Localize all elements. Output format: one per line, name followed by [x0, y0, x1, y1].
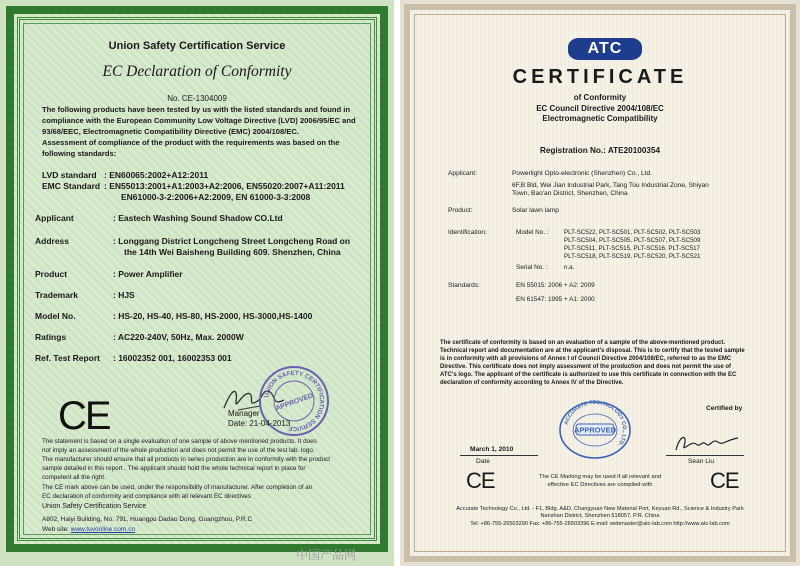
r-model-label: Model No. : — [516, 229, 549, 236]
left-stamp-center-text: APPROVED — [274, 392, 315, 413]
r-body-line: Directive. This certificate does not imply assessment of the production and does not permit the use of — [440, 364, 732, 370]
r-body-line: is in conformity with all provisions of Annex I of Council Directive 2004/108/EC, referred to as the EMC — [440, 356, 732, 362]
ce-note-line: effective EC Directives are complied with — [547, 482, 653, 488]
left-stamp-ring-text: UNION SAFETY CERTIFICATION SERVICE — [263, 369, 326, 433]
right-stamp-center-text: APPROVED — [573, 425, 617, 435]
r-serial-label: Serial No. : — [516, 264, 548, 271]
trademark-label: Trademark — [35, 290, 78, 300]
right-footer-line: Nanshan District, Shenzhen 518057, P.R. China — [540, 513, 660, 519]
address-value-cont: the 14th Wei Baisheng Building 609. Shenzhen, China — [124, 247, 341, 257]
date-line — [460, 455, 538, 456]
web-site-link[interactable]: www.tuvonline.com.cn — [70, 526, 136, 533]
r-body-line: declaration of conformity according to Annex IV of the Directive. — [440, 380, 624, 386]
r-model-line: PLT-SC522, PLT-SC501, PLT-SC502, PLT-SC503 — [564, 229, 701, 236]
left-intro-line: compliance with the European Community Low Voltage Directive (LVD) 2006/95/EC and — [42, 116, 356, 125]
r-model-line: PLT-SC511, PLT-SC515, PLT-SC516, PLT-SC517 — [564, 245, 700, 252]
ce-mark-left: CE — [466, 468, 495, 493]
test-report-value: : 16002352 001, 16002353 001 — [113, 353, 232, 363]
atc-approved-stamp — [558, 400, 632, 460]
certified-by: Certified by — [706, 405, 743, 412]
right-certificate — [400, 0, 800, 566]
issue-date: March 1, 2010 — [470, 446, 514, 453]
left-footer-org: Union Safety Certification Service — [42, 503, 147, 510]
left-title: EC Declaration of Conformity — [102, 63, 292, 80]
r-model-line: PLT-SC504, PLT-SC505, PLT-SC507, PLT-SC509 — [564, 237, 701, 244]
emc-value: : EN55013:2001+A1:2003+A2:2006, EN55020:2007+A11:2011 — [104, 181, 345, 191]
r-standard: EN 55015: 2006 + A2: 2009 — [516, 282, 595, 289]
trademark-value: : HJS — [113, 290, 135, 300]
ratings-label: Ratings — [35, 332, 67, 342]
left-intro-line: Assessment of compliance of the product with the requirements was based on the — [42, 138, 340, 147]
left-note-line: competent all the right. — [42, 474, 106, 481]
address-label: Address — [35, 236, 70, 246]
lvd-value: : EN60065:2002+A12:2011 — [104, 170, 209, 180]
left-note-line: EC declaration of conformity and compliance with all relevant EC directives — [42, 493, 251, 500]
lvd-label: LVD standard — [42, 170, 97, 180]
r-address-line: 6F,B Bld, Wei Jian Industrial Park, Tang Tou Industrial Zone, Shiyan — [512, 182, 709, 189]
right-subtitle: of Conformity — [573, 93, 627, 102]
model-label: Model No. — [35, 311, 76, 321]
r-body-line: The certificate of conformity is based on an evaluation of a sample of the above-mentioned product. — [440, 340, 726, 346]
web-site-label: Web site: — [42, 526, 71, 533]
address-value: : Longgang District Longcheng Street Longcheng Road on — [113, 236, 351, 246]
atc-logo: ATC — [568, 38, 642, 60]
r-applicant-value: Powerlight Opto-electronic (Shenzhen) Co., Ltd. — [512, 170, 653, 177]
signature-image — [672, 428, 742, 456]
signature-line — [666, 455, 744, 456]
ratings-value: : AC220-240V, 50Hz, Max. 2000W — [113, 332, 244, 342]
product-value: : Power Amplifier — [113, 269, 183, 279]
r-product-label: Product: — [448, 207, 473, 214]
manager-label: Manager — [228, 409, 260, 418]
left-intro-line: 93/68/EEC, Electromagnetic Compatibility Directive (EMC) 2004/108/EC. — [42, 127, 300, 136]
right-stamp-ring-text: ACCURATE TECHNOLOGY CO., LTD. — [563, 400, 628, 447]
ce-note-line: The CE Marking may be used if all relevant and — [538, 474, 662, 480]
emc-value-cont: EN61000-3-2:2006+A2:2009, EN 61000-3-3:2008 — [121, 192, 311, 202]
r-serial-value: n.a. — [564, 264, 575, 271]
left-certificate — [0, 0, 394, 566]
watermark: 中国产品网 — [296, 548, 357, 562]
right-footer-line: Accurate Technology Co., Ltd. - F1, Bldg. A&D, Changyuan New Material Port, Keyuan Rd., Science & Industry Park — [456, 506, 744, 512]
left-note-line: not imply an assessment of the whole production and does not permit the use of the test lab. logo. — [42, 447, 315, 454]
left-footer-address: A802, Haiyi Building, No. 791, Huangpu Dadao Dong, Guangzhou, P.R.C — [42, 516, 253, 523]
product-label: Product — [35, 269, 68, 279]
left-note-line: sample detailed in this report . The applicant should hold the whole technical report in place for — [42, 465, 306, 472]
right-emc: Electromagnetic Compatibility — [542, 114, 658, 123]
left-date: Date: 21-04-2013 — [228, 419, 291, 428]
left-intro-line: The following products have been tested by us with the listed standards and found in — [42, 105, 350, 114]
ce-mark: CE — [58, 394, 110, 438]
right-directive: EC Council Directive 2004/108/EC — [536, 104, 664, 113]
r-model-line: PLT-SC518, PLT-SC519, PLT-SC520, PLT-SC521 — [564, 253, 701, 260]
r-address-line: Town, Bao'an District, Shenzhen, China — [512, 190, 628, 197]
left-organization: Union Safety Certification Service — [108, 40, 286, 52]
r-product-value: Solar lawn lamp — [512, 207, 559, 214]
applicant-label: Applicant — [35, 213, 74, 223]
r-standard: EN 61547: 1995 + A1: 2000 — [516, 296, 595, 303]
registration-number: Registration No.: ATE20100354 — [539, 146, 661, 155]
right-title: CERTIFICATE — [512, 66, 688, 88]
left-cert-number: No. CE-1304009 — [167, 94, 227, 103]
r-identification-label: Identification: — [448, 229, 487, 236]
applicant-value: : Eastech Washing Sound Shadow CO.Ltd — [113, 213, 283, 223]
left-footer-web — [42, 526, 135, 533]
model-value: : HS-20, HS-40, HS-80, HS-2000, HS-3000,HS-1400 — [113, 311, 313, 321]
date-label: Date — [476, 458, 490, 465]
emc-label: EMC Standard — [42, 181, 101, 191]
signer-name: Sean Liu — [688, 458, 715, 465]
r-body-line: ATC's logo. The applicant of the certificate is authorized to use this certificate in connection with the EC — [440, 372, 737, 378]
ce-mark-right: CE — [710, 468, 739, 493]
left-note-line: The CE mark above can be used, under the responsibility of manufacturer. After completion of an — [42, 484, 313, 491]
left-note-line: The manufacturer should ensure that all products in series production are in conformity with the product — [42, 456, 331, 463]
left-intro-line: following standards: — [42, 149, 117, 158]
r-applicant-label: Applicant: — [448, 170, 477, 177]
right-footer-line: Tel: +86-755-26503290 Fax: +86-755-26503396 E-mail: webmaster@atc-lab.com http://www.atc-lab.com — [470, 521, 730, 527]
left-note-line: The statement is based on a single evaluation of one sample of above mentioned products. It does — [42, 438, 317, 445]
test-report-label: Ref. Test Report — [35, 353, 101, 363]
r-standards-label: Standards: — [448, 282, 480, 289]
r-body-line: Technical report and documentation are at the applicant's disposal. This is to certify that the tested sample — [440, 348, 745, 354]
